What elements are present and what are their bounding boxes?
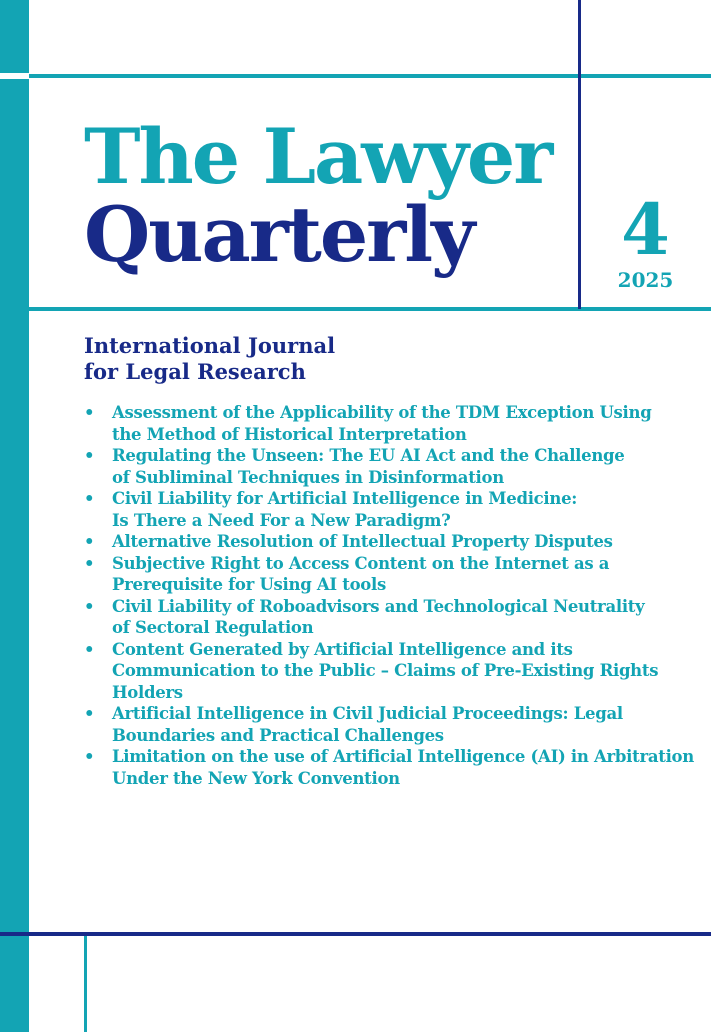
article-title-line: Is There a Need For a New Paradigm? [112,510,451,530]
article-title-line: of Subliminal Techniques in Disinformation [112,467,504,487]
bullet-icon: • [84,403,95,422]
journal-title-line1: The Lawyer [84,112,552,201]
header-divider [29,307,711,311]
article-title-line: Subjective Right to Access Content on the Internet as a [112,553,610,573]
article-title-line: the Method of Historical Interpretation [112,424,467,444]
article-title-line: Civil Liability for Artificial Intelligence in Medicine: [112,489,578,508]
article-title-line: Under the New York Convention [112,768,400,788]
bullet-icon: • [84,704,95,723]
issue-year: 2025 [617,268,674,292]
bullet-icon: • [84,553,95,573]
bullet-icon: • [84,596,95,616]
article-item [84,531,684,553]
article-item [84,488,684,531]
article-title-line: Alternative Resolution of Intellectual Property Disputes [112,532,613,551]
article-item [84,553,684,596]
subtitle-line2: for Legal Research [84,359,306,384]
journal-subtitle [84,333,584,385]
issue-number: 4 [621,188,670,271]
journal-title-line2: Quarterly [84,190,474,279]
bottom-accent-line [84,936,87,1032]
article-title-line: Assessment of the Applicability of the TDM Exception Using [112,403,652,422]
article-title-line: Artificial Intelligence in Civil Judicial Proceedings: Legal [112,704,623,723]
article-title-line: Regulating the Unseen: The EU AI Act and the Challenge [112,446,625,465]
article-title-line: Prerequisite for Using AI tools [112,575,386,594]
bullet-icon: • [84,489,95,508]
left-accent-bar-top [0,0,29,73]
article-title-line: Holders [112,682,183,702]
subtitle-line1: International Journal [84,333,336,358]
article-title-line: Boundaries and Practical Challenges [112,725,444,745]
left-accent-bar [0,79,29,1032]
article-title-line: Content Generated by Artificial Intelligence and its [112,639,573,659]
article-item [84,639,684,704]
article-item [84,746,694,789]
article-item [84,703,684,746]
article-title-line: Limitation on the use of Artificial Intelligence (AI) in Arbitration [112,747,694,766]
article-title-line: of Sectoral Regulation [112,618,314,637]
article-item [84,596,684,639]
bottom-divider [0,932,711,936]
bullet-icon: • [84,639,95,659]
top-divider [29,74,711,78]
bullet-icon: • [84,532,95,551]
article-title-line: Communication to the Public – Claims of Pre-Existing Rights [112,661,659,680]
article-item [84,445,684,488]
article-item [84,402,684,445]
bullet-icon: • [84,446,95,465]
article-title-line: Civil Liability of Roboadvisors and Technological Neutrality [112,596,645,616]
article-list [84,402,694,789]
bullet-icon: • [84,747,95,766]
